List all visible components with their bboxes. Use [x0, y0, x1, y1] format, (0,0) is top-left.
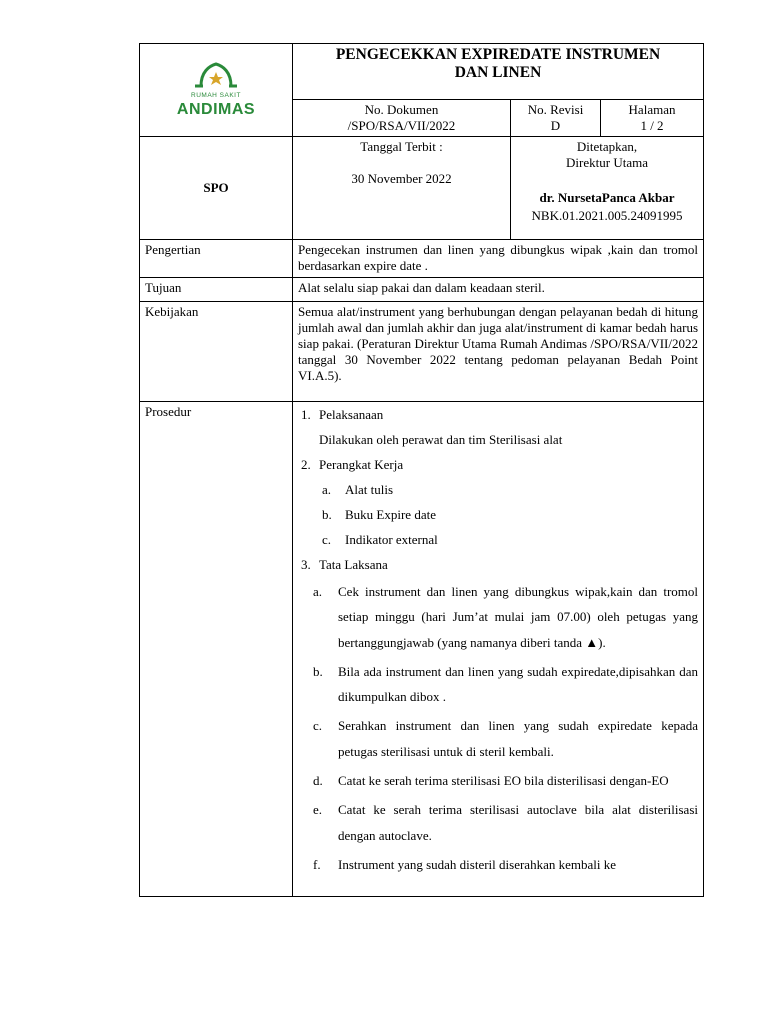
- prosedur-item-pelaksanaan: [298, 402, 698, 452]
- step-number: d.: [313, 773, 323, 789]
- sub-text: Buku Expire date: [345, 507, 436, 522]
- no-revisi-value: D: [550, 118, 561, 133]
- hospital-logo: [177, 62, 255, 118]
- mosque-dome-icon: [193, 62, 239, 88]
- sub-text: Alat tulis: [345, 482, 394, 497]
- item-number: 3.: [301, 557, 311, 572]
- pengertian-text: Pengecekan instrumen dan linen yang dibungkus wipak ,kain dan tromol berdasarkan expire date .: [293, 240, 704, 278]
- logo-cell: [140, 44, 293, 137]
- item-number: 1.: [301, 407, 311, 422]
- list-item: [319, 527, 698, 552]
- step-text: Serahkan instrument dan linen yang sudah expiredate kepada petugas sterilisasi untuk di steril kembali.: [338, 718, 699, 759]
- prosedur-content: [293, 402, 704, 897]
- no-revisi-label: No. Revisi: [527, 102, 584, 117]
- logo-subtitle: RUMAH SAKIT: [191, 92, 241, 99]
- item-title: Perangkat Kerja: [319, 457, 404, 472]
- sub-number: a.: [322, 482, 332, 497]
- title-line-2: DAN LINEN: [454, 64, 542, 81]
- list-item: [298, 797, 698, 848]
- list-item: [298, 852, 698, 877]
- sub-text: Indikator external: [345, 532, 438, 547]
- step-number: f.: [313, 856, 321, 872]
- tata-laksana-list: [298, 579, 698, 877]
- sub-number: c.: [322, 532, 332, 547]
- document: [139, 43, 703, 897]
- item-text: Dilakukan oleh perawat dan tim Sterilisasi alat: [319, 432, 563, 447]
- step-text: Catat ke serah terima sterilisasi EO bila disterilisasi dengan-EO: [338, 773, 669, 789]
- no-dokumen-label: No. Dokumen: [364, 102, 439, 117]
- signatory-nbk: NBK.01.2021.005.24091995: [531, 208, 683, 223]
- step-text: Catat ke serah terima sterilisasi autoclave bila alat disterilisasi dengan autoclave.: [338, 802, 699, 843]
- step-text: Instrument yang sudah disteril diserahkan kembali ke: [338, 856, 616, 872]
- no-dokumen-cell: [293, 100, 511, 137]
- tujuan-label: Tujuan: [140, 278, 293, 302]
- item-number: 2.: [301, 457, 311, 472]
- document-title: [293, 44, 704, 100]
- prosedur-item-tata-laksana: [298, 552, 698, 577]
- title-line-1: PENGECEKKAN EXPIREDATE INSTRUMEN: [335, 46, 661, 63]
- tujuan-text: Alat selalu siap pakai dan dalam keadaan steril.: [293, 278, 704, 302]
- step-number: b.: [313, 663, 323, 679]
- no-dokumen-value: /SPO/RSA/VII/2022: [347, 118, 456, 133]
- item-title: Pelaksanaan: [319, 407, 384, 422]
- step-text: Bila ada instrument dan linen yang sudah expiredate,dipisahkan dan dikumpulkan dibox .: [338, 663, 699, 705]
- tanggal-terbit-value: 30 November 2022: [351, 171, 452, 186]
- sub-number: b.: [322, 507, 332, 522]
- pengertian-label: Pengertian: [140, 240, 293, 278]
- halaman-label: Halaman: [628, 102, 676, 117]
- kebijakan-label: Kebijakan: [140, 302, 293, 402]
- list-item: [298, 713, 698, 764]
- signatory-name: dr. NursetaPanca Akbar: [539, 190, 675, 205]
- ditetapkan-label: Ditetapkan,: [576, 139, 638, 154]
- step-number: c.: [313, 718, 323, 734]
- prosedur-item-perangkat-kerja: [298, 452, 698, 552]
- ditetapkan-cell: [511, 137, 704, 240]
- spo-label: SPO: [140, 137, 293, 240]
- step-text: Cek instrument dan linen yang dibungkus wipak,kain dan tromol setiap minggu (hari Jum’at mulai jam 07.00) oleh petugas yang bertanggungjawab (yang namanya diberi tanda ▲).: [338, 584, 699, 650]
- step-number: a.: [313, 584, 323, 599]
- halaman-value: 1 / 2: [640, 118, 664, 133]
- list-item: [319, 477, 698, 502]
- spo-table: [139, 43, 704, 897]
- list-item: [298, 659, 698, 710]
- step-number: e.: [313, 802, 323, 818]
- tanggal-terbit-label: Tanggal Terbit :: [360, 139, 443, 154]
- prosedur-list: [298, 402, 698, 577]
- prosedur-label: Prosedur: [140, 402, 293, 897]
- list-item: [298, 579, 698, 655]
- list-item: [298, 768, 698, 793]
- list-item: [319, 502, 698, 527]
- no-revisi-cell: [511, 100, 601, 137]
- jabatan: Direktur Utama: [566, 155, 648, 170]
- halaman-cell: [601, 100, 704, 137]
- kebijakan-text: Semua alat/instrument yang berhubungan dengan pelayanan bedah di hitung jumlah awal dan jumlah akhir dan juga alat/instrument di kamar bedah harus siap pakai. (Peraturan Direktur Utama Rumah Andimas /SPO/RSA/VII/2022 tanggal 30 November 2022 tentang pedoman pelayanan Bedah Point VI.A.5).: [293, 302, 704, 402]
- tanggal-terbit-cell: [293, 137, 511, 240]
- perangkat-list: [319, 477, 698, 552]
- item-title: Tata Laksana: [319, 557, 388, 572]
- logo-name: ANDIMAS: [176, 101, 256, 118]
